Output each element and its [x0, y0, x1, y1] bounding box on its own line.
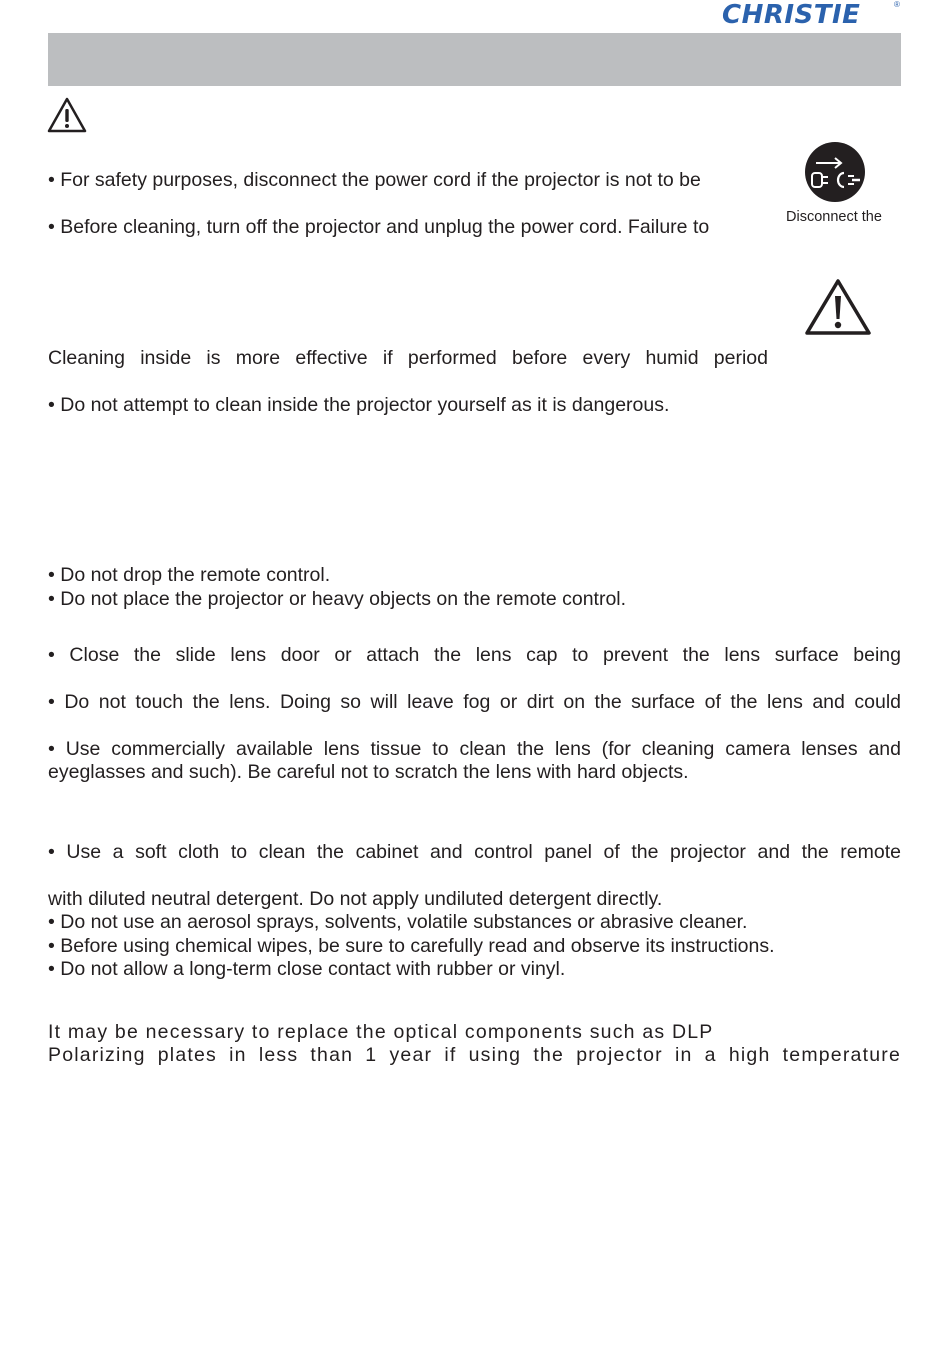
christie-logo [722, 0, 908, 30]
text-line-rubber: • Do not allow a long-term close contact with rubber or vinyl. [48, 958, 566, 980]
text-line-cleaning-inside: Cleaning inside is more effective if performed before every humid period [48, 347, 768, 369]
section-header-bar [48, 33, 901, 86]
text-line-wipes: • Before using chemical wipes, be sure to carefully read and observe its instructions. [48, 935, 775, 957]
text-line-before-cleaning: • Before cleaning, turn off the projector and unplug the power cord. Failure to [48, 216, 710, 238]
text-line-remote-heavy: • Do not place the projector or heavy objects on the remote control. [48, 588, 627, 610]
registered-mark: ® [894, 0, 900, 9]
text-line-aerosol: • Do not use an aerosol sprays, solvents, volatile substances or abrasive cleaner. [48, 911, 748, 933]
text-line-lens-touch: • Do not touch the lens. Doing so will leave fog or dirt on the surface of the lens and could [48, 691, 901, 713]
plug-caption: Disconnect the [786, 209, 882, 225]
text-line-optical: It may be necessary to replace the optical components such as DLP [48, 1021, 714, 1043]
text-line-do-not-attempt: • Do not attempt to clean inside the projector yourself as it is dangerous. [48, 394, 670, 416]
text-line-soft-cloth: • Use a soft cloth to clean the cabinet and control panel of the projector and the remote [48, 841, 901, 863]
text-line-lens-tissue: • Use commercially available lens tissue to clean the lens (for cleaning camera lenses and [48, 738, 901, 760]
warning-triangle-icon [47, 96, 87, 134]
warning-triangle-icon [804, 277, 872, 337]
text-line-detergent: with diluted neutral detergent. Do not apply undiluted detergent directly. [48, 888, 663, 910]
disconnect-plug-icon [804, 141, 866, 203]
text-line-remote-drop: • Do not drop the remote control. [48, 564, 331, 586]
logo-text: CHRISTIE [722, 0, 861, 30]
text-line-polarizing: Polarizing plates in less than 1 year if using the projector in a high temperature [48, 1044, 901, 1066]
text-line-lens-door: • Close the slide lens door or attach the lens cap to prevent the lens surface being [48, 644, 901, 666]
text-line-safety: • For safety purposes, disconnect the power cord if the projector is not to be [48, 169, 701, 191]
text-line-eyeglasses: eyeglasses and such). Be careful not to scratch the lens with hard objects. [48, 761, 689, 783]
